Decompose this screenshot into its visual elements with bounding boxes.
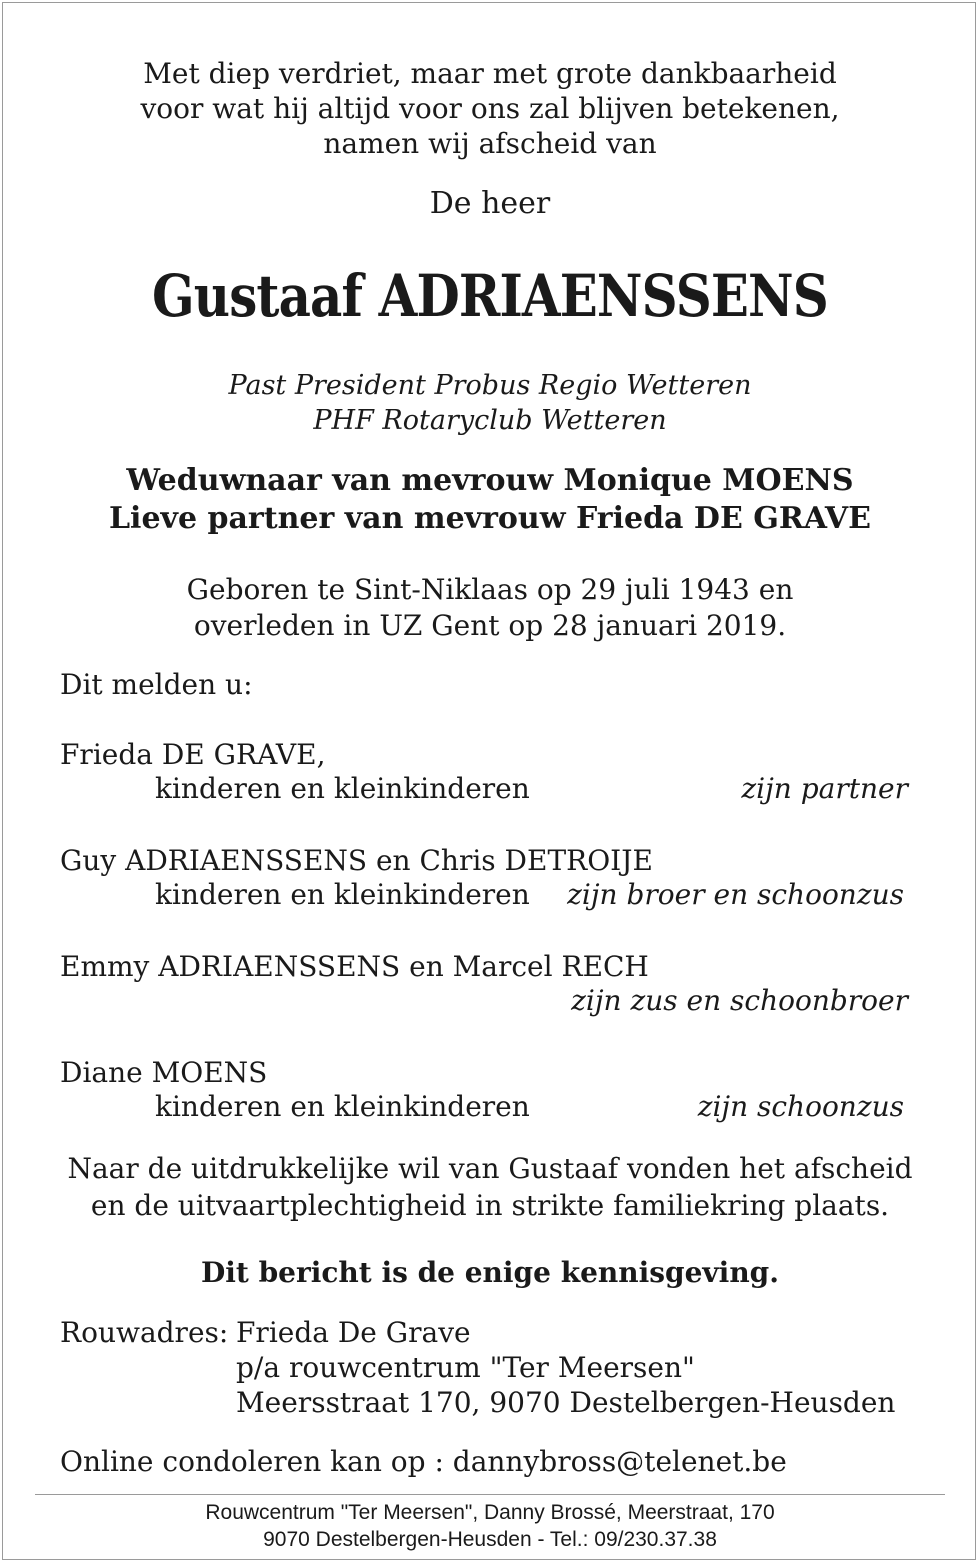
- wish-line: en de uitvaartplechtigheid in strikte familiekring plaats.: [90, 1189, 890, 1222]
- title-line: Past President Probus Regio Wetteren: [228, 370, 752, 401]
- announcer-relation: zijn broer en schoonzus: [567, 878, 904, 911]
- announcer-relation: zijn partner: [741, 772, 908, 805]
- announcer-name: Guy ADRIAENSSENS en Chris DETROIJE: [60, 844, 653, 877]
- relations: [0, 462, 980, 538]
- death-line: overleden in UZ Gent op 28 januari 2019.: [193, 609, 787, 642]
- relation-line: Lieve partner van mevrouw Frieda DE GRAVE: [108, 501, 872, 536]
- footer: [0, 1499, 980, 1553]
- announcer-name: Emmy ADRIAENSSENS en Marcel RECH: [60, 950, 649, 983]
- intro-line: namen wij afscheid van: [323, 127, 657, 160]
- mourning-address-line: Meersstraat 170, 9070 Destelbergen-Heusden: [236, 1386, 896, 1419]
- birth-line: Geboren te Sint-Niklaas op 29 juli 1943 en: [186, 573, 794, 606]
- intro-line: voor wat hij altijd voor ons zal blijven betekenen,: [140, 92, 840, 125]
- wish-text: [0, 1150, 980, 1224]
- announcer-name: Diane MOENS: [60, 1056, 268, 1089]
- relation-line: Weduwnaar van mevrouw Monique MOENS: [126, 463, 854, 498]
- intro-line: Met diep verdriet, maar met grote dankbaarheid: [143, 57, 837, 90]
- titles: [0, 368, 980, 438]
- announcers-intro: Dit melden u:: [60, 668, 253, 701]
- announcer-sub: kinderen en kleinkinderen: [155, 1090, 530, 1123]
- intro-text: [0, 56, 980, 161]
- announcer-sub: kinderen en kleinkinderen: [155, 878, 530, 911]
- announcer-sub: kinderen en kleinkinderen: [155, 772, 530, 805]
- footer-line: Rouwcentrum "Ter Meersen", Danny Brossé, Meerstraat, 170: [205, 1501, 775, 1524]
- announcer-relation: zijn zus en schoonbroer: [571, 984, 908, 1017]
- announcer-name: Frieda DE GRAVE,: [60, 738, 326, 771]
- birth-death: [0, 572, 980, 644]
- wish-line: Naar de uitdrukkelijke wil van Gustaaf vonden het afscheid: [67, 1152, 913, 1185]
- mourning-address-label: Rouwadres:: [60, 1316, 229, 1349]
- footer-divider: [35, 1494, 945, 1495]
- mourning-address-line: p/a rouwcentrum "Ter Meersen": [236, 1351, 695, 1384]
- salutation: De heer: [429, 186, 551, 221]
- only-notice: Dit bericht is de enige kennisgeving.: [200, 1256, 780, 1289]
- deceased-name: Gustaaf ADRIAENSSENS: [152, 262, 828, 330]
- condolences-line: Online condoleren kan op : dannybross@telenet.be: [60, 1445, 787, 1478]
- announcer-relation: zijn schoonzus: [697, 1090, 904, 1123]
- title-line: PHF Rotaryclub Wetteren: [313, 405, 667, 436]
- mourning-address-line: Frieda De Grave: [236, 1316, 471, 1349]
- footer-line: 9070 Destelbergen-Heusden - Tel.: 09/230.37.38: [263, 1528, 717, 1551]
